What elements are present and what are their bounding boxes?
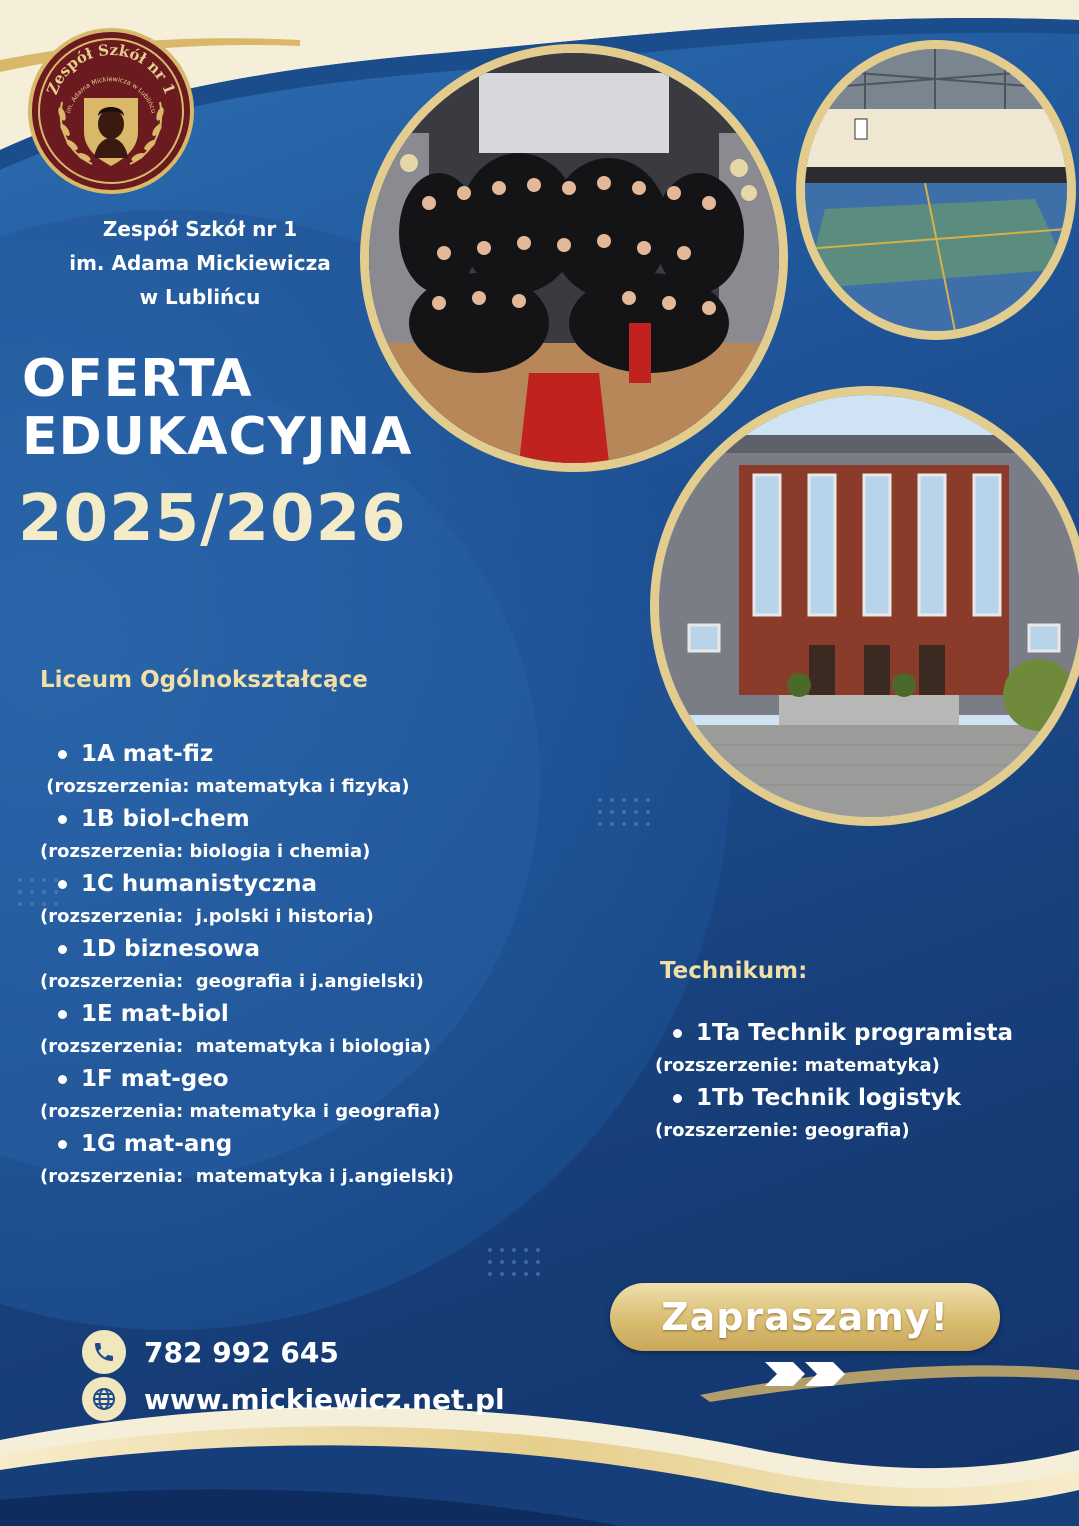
school-name-line3: w Lublińcu bbox=[139, 285, 261, 309]
class-name: 1C humanistyczna bbox=[81, 871, 317, 897]
phone-number: 782 992 645 bbox=[144, 1335, 339, 1369]
svg-text:im. Adama Mickiewicza w Lubliń: im. Adama Mickiewicza w Lublińcu bbox=[64, 75, 158, 115]
bullet-icon bbox=[58, 1075, 67, 1084]
class-extensions: (rozszerzenia: biologia i chemia) bbox=[40, 841, 371, 862]
school-name bbox=[40, 212, 360, 314]
class-name: 1D biznesowa bbox=[81, 936, 261, 962]
liceum-class-list bbox=[40, 738, 560, 1193]
bullet-icon bbox=[58, 750, 67, 759]
headline-line1: OFERTA bbox=[22, 349, 253, 409]
school-name-line1: Zespół Szkół nr 1 bbox=[102, 217, 298, 241]
class-name: 1B biol-chem bbox=[81, 806, 250, 832]
zapraszamy-button[interactable]: Zapraszamy! bbox=[610, 1283, 1000, 1351]
list-item bbox=[40, 868, 560, 933]
bullet-icon bbox=[58, 1140, 67, 1149]
list-item bbox=[40, 738, 560, 803]
phone-icon bbox=[82, 1330, 126, 1374]
bullet-icon bbox=[58, 1010, 67, 1019]
class-extensions: (rozszerzenia: matematyka i j.angielski) bbox=[40, 1166, 455, 1187]
class-name: 1F mat-geo bbox=[81, 1066, 229, 1092]
technikum-heading: Technikum: bbox=[660, 958, 808, 984]
class-name: 1G mat-ang bbox=[81, 1131, 233, 1157]
class-extensions: (rozszerzenie: matematyka) bbox=[655, 1055, 940, 1076]
photo-sports-hall bbox=[796, 40, 1076, 340]
contact-website[interactable] bbox=[82, 1376, 505, 1422]
website-link[interactable]: www.mickiewicz.net.pl bbox=[144, 1382, 505, 1416]
school-building-illustration bbox=[659, 395, 1079, 817]
bullet-icon bbox=[58, 945, 67, 954]
class-name: 1Ta Technik programista bbox=[696, 1020, 1014, 1046]
bullet-icon bbox=[673, 1094, 682, 1103]
list-item bbox=[40, 1128, 560, 1193]
class-name: 1E mat-biol bbox=[81, 1001, 229, 1027]
double-chevron-icon bbox=[765, 1362, 847, 1386]
sports-hall-illustration bbox=[805, 49, 1067, 331]
bullet-icon bbox=[673, 1029, 682, 1038]
headline-line2: EDUKACYJNA bbox=[22, 407, 413, 467]
class-extensions: (rozszerzenia: geografia i j.angielski) bbox=[40, 971, 424, 992]
technikum-class-list bbox=[655, 1017, 1055, 1147]
class-extensions: (rozszerzenia: matematyka i fizyka) bbox=[40, 776, 410, 797]
photo-group-event bbox=[360, 44, 788, 472]
school-year: 2025/2026 bbox=[18, 482, 407, 556]
bullet-icon bbox=[58, 880, 67, 889]
list-item bbox=[40, 933, 560, 998]
headline-title bbox=[22, 350, 412, 466]
bullet-icon bbox=[58, 815, 67, 824]
class-extensions: (rozszerzenie: geografia) bbox=[655, 1120, 910, 1141]
logo-emblem bbox=[32, 32, 190, 190]
contact-phone[interactable] bbox=[82, 1329, 339, 1375]
svg-text:Zespół Szkół nr 1: Zespół Szkół nr 1 bbox=[43, 40, 179, 98]
class-extensions: (rozszerzenia: j.polski i historia) bbox=[40, 906, 374, 927]
list-item bbox=[655, 1082, 1055, 1147]
school-name-line2: im. Adama Mickiewicza bbox=[69, 251, 331, 275]
liceum-heading: Liceum Ogólnokształcące bbox=[40, 667, 368, 693]
school-logo bbox=[28, 28, 194, 194]
list-item bbox=[655, 1017, 1055, 1082]
list-item bbox=[40, 803, 560, 868]
group-photo-illustration bbox=[369, 53, 779, 463]
class-extensions: (rozszerzenia: matematyka i biologia) bbox=[40, 1036, 431, 1057]
class-name: 1A mat-fiz bbox=[81, 741, 214, 767]
class-extensions: (rozszerzenia: matematyka i geografia) bbox=[40, 1101, 441, 1122]
photo-school-building bbox=[650, 386, 1079, 826]
list-item bbox=[40, 998, 560, 1063]
list-item bbox=[40, 1063, 560, 1128]
globe-icon bbox=[82, 1377, 126, 1421]
class-name: 1Tb Technik logistyk bbox=[696, 1085, 961, 1111]
